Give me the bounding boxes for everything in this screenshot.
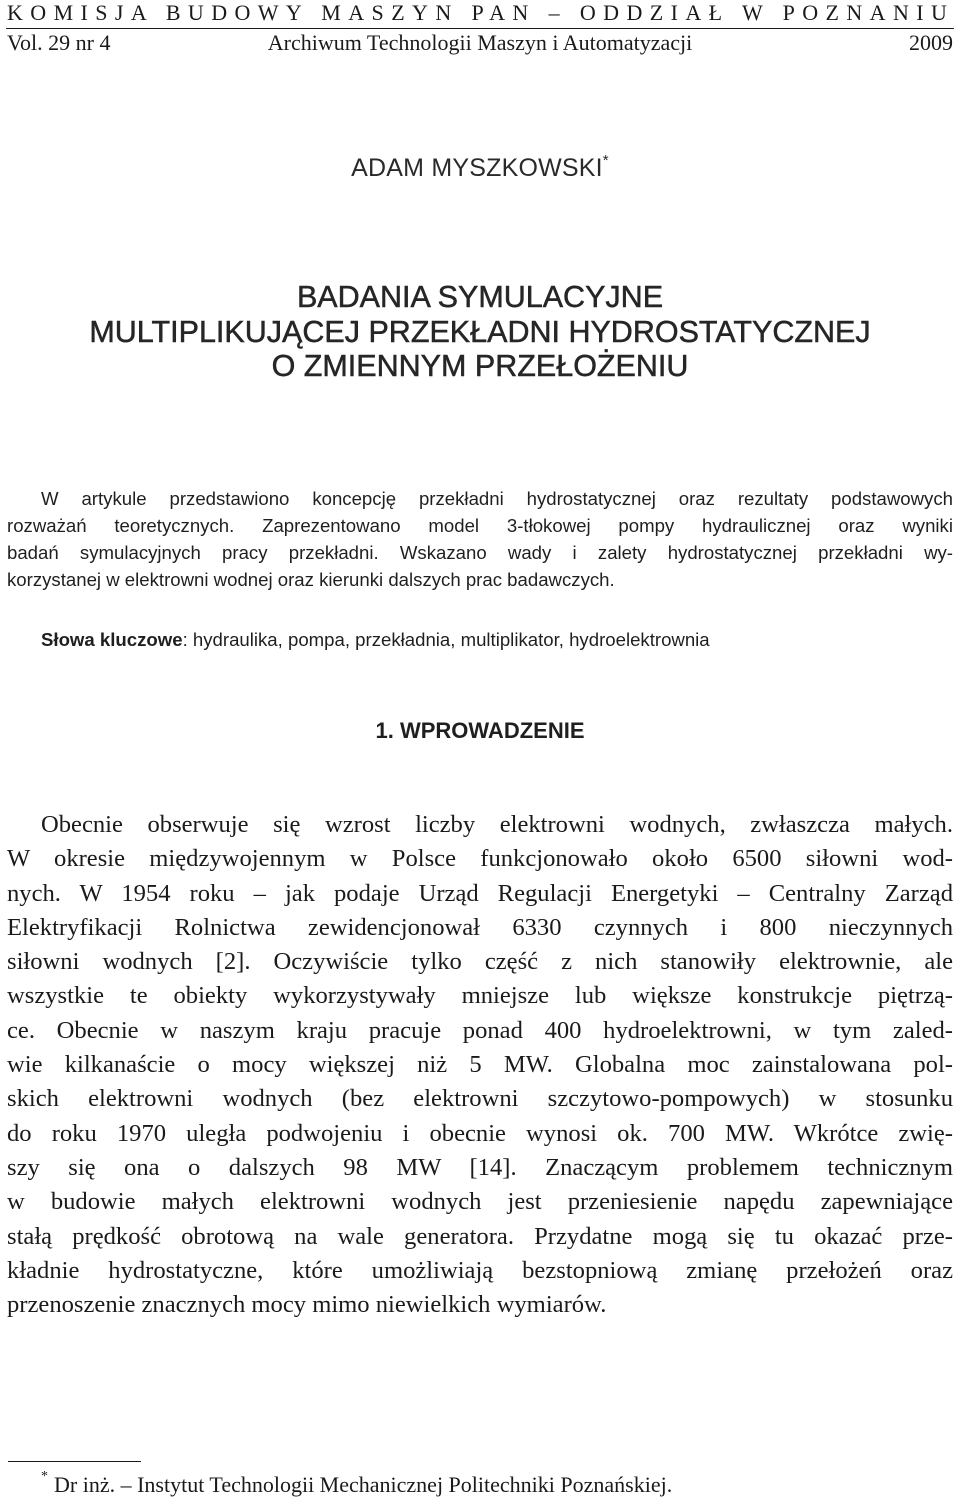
body-paragraph [7,808,953,1322]
title-line: MULTIPLIKUJĄCEJ PRZEKŁADNI HYDROSTATYCZNEJ [89,314,871,349]
keywords [41,629,710,651]
body-line: do roku 1970 uległa podwojeniu i obecnie wynosi ok. 700 MW. Wkrótce zwię- [7,1119,953,1147]
keywords-list: : hydraulika, pompa, przekładnia, multiplikator, hydroelektrownia [182,629,710,650]
author-name-block [0,154,960,183]
abstract [7,485,953,593]
body-line: wie kilkanaście o mocy większej niż 5 MW. Globalna moc zainstalowana pol- [7,1051,953,1079]
body-line: nych. W 1954 roku – jak podaje Urząd Regulacji Energetyki – Centralny Zarząd [7,879,953,907]
keywords-label: Słowa kluczowe [41,629,183,650]
publication-year: 2009 [909,30,953,55]
body-line: W okresie międzywojennym w Polsce funkcjonowało około 6500 siłowni wod- [7,845,953,873]
author-footnote-mark: * [602,152,609,169]
abstract-line: W artykule przedstawiono koncepcję przekładni hydrostatycznej oraz rezultaty podstawowych [41,488,953,509]
body-line: ce. Obecnie w naszym kraju pracuje ponad 400 hydroelektrowni, w tym zaled- [7,1016,953,1044]
abstract-line: badań symulacyjnych pracy przekładni. Wskazano wady i zalety hydrostatycznej przekładni wy- [7,542,953,563]
body-line: w budowie małych elektrowni wodnych jest przeniesienie napędu zapewniające [7,1188,953,1216]
article-title [0,280,960,384]
author-name: ADAM MYSZKOWSKI [351,154,603,182]
journal-header [7,30,953,60]
volume-number: Vol. 29 nr 4 [7,30,111,55]
section-heading: 1. WPROWADZENIE [375,718,585,743]
title-line: BADANIA SYMULACYJNE [296,280,664,314]
abstract-line: rozważań teoretycznych. Zaprezentowano model 3-tłokowej pompy hydraulicznej oraz wyniki [7,515,953,536]
footnote-text: Dr inż. – Instytut Technologii Mechanicznej Politechniki Poznańskiej. [54,1472,673,1497]
body-line: wszystkie te obiekty wykorzystywały mniejsze lub większe konstrukcje piętrzą- [7,982,953,1010]
body-line: przenoszenie znacznych mocy mimo niewielkich wymiarów. [7,1291,607,1319]
body-line: kładnie hydrostatyczne, które umożliwiają bezstopniową zmianę przełożeń oraz [7,1256,953,1284]
body-line: stałą prędkość obrotową na wale generatora. Przydatne mogą się tu okazać prze- [7,1222,953,1250]
body-line: Elektryfikacji Rolnictwa zewidencjonował 6330 czynnych i 800 nieczynnych [7,913,953,941]
journal-organization: KOMISJA BUDOWY MASZYN PAN – ODDZIAŁ W POZNANIU [7,0,955,25]
footnote [41,1469,673,1498]
header-rule [6,28,954,29]
abstract-line: korzystanej w elektrowni wodnej oraz kierunki dalszych prac badawczych. [7,569,615,590]
journal-name: Archiwum Technologii Maszyn i Automatyzacji [267,30,693,55]
body-line: szy się ona o dalszych 98 MW [14]. Znaczącym problemem technicznym [7,1153,953,1181]
title-line: O ZMIENNYM PRZEŁOŻENIU [271,349,689,383]
footnote-rule [8,1461,141,1462]
body-line: skich elektrowni wodnych (bez elektrowni szczytowo-pompowych) w stosunku [7,1085,953,1113]
body-line: siłowni wodnych [2]. Oczywiście tylko część z nich stanowiły elektrownie, ale [7,948,953,976]
footnote-mark: * [41,1469,48,1484]
body-line: Obecnie obserwuje się wzrost liczby elektrowni wodnych, zwłaszcza małych. [41,811,953,838]
